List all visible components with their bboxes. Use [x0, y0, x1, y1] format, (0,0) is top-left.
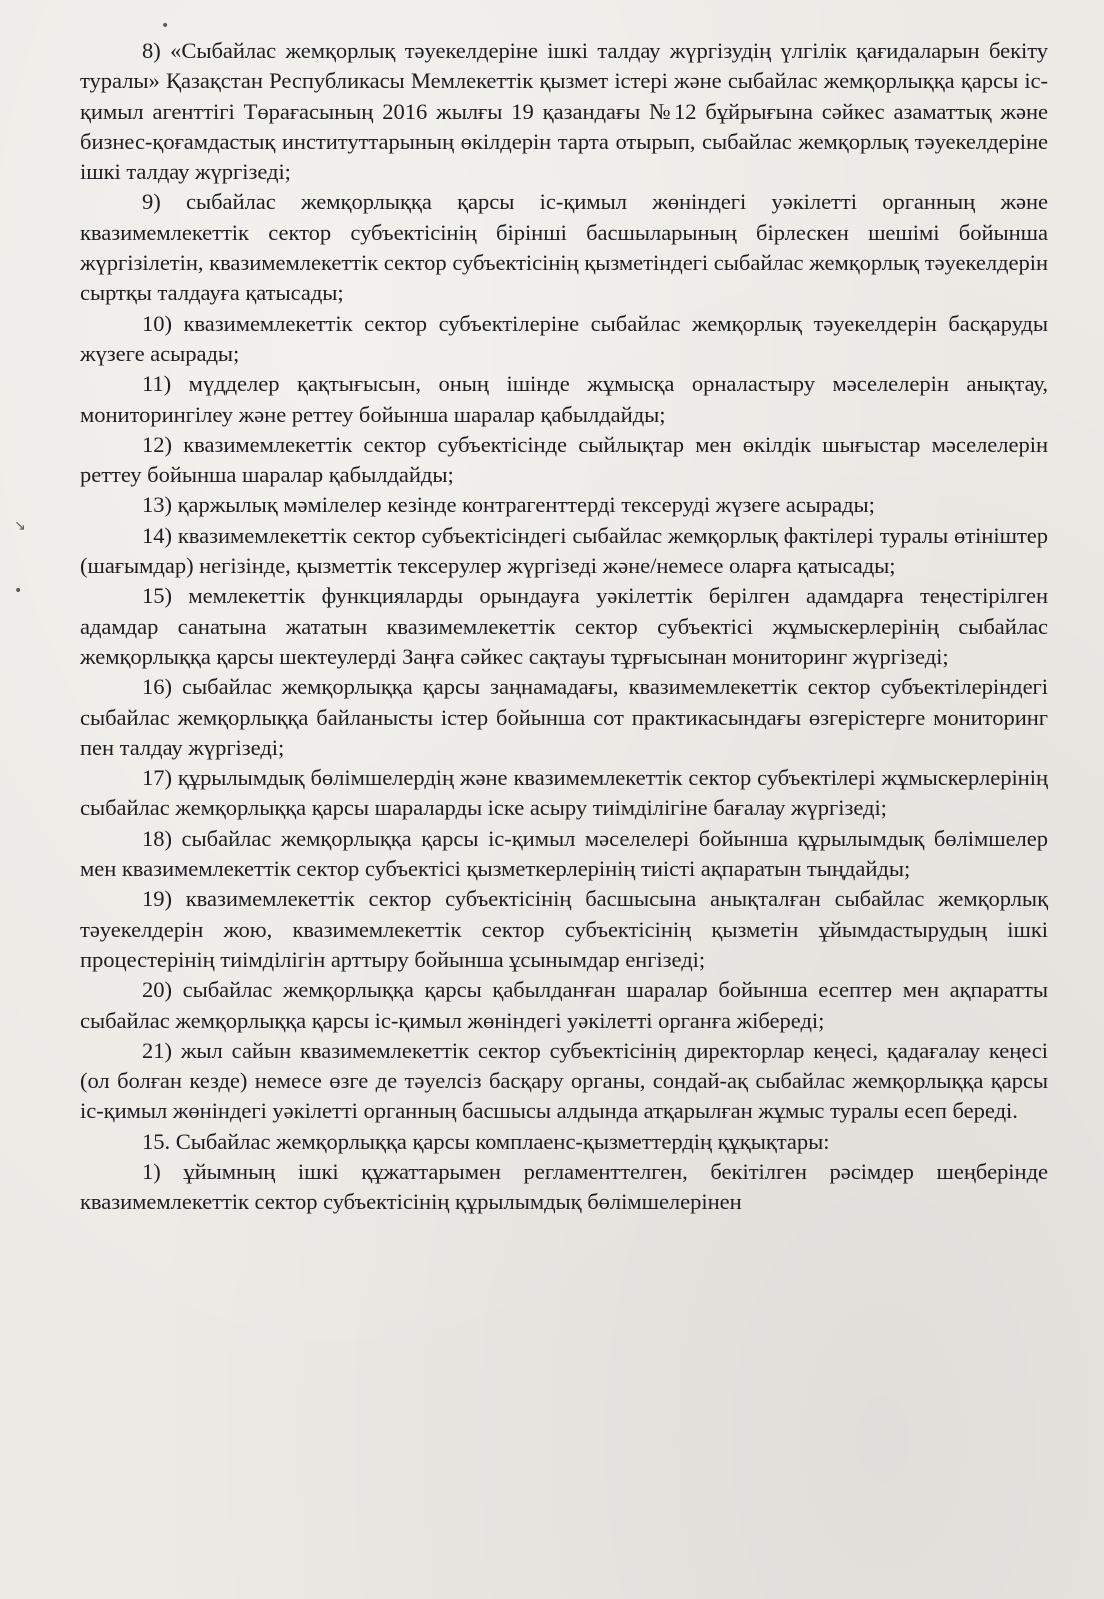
paragraph-20: 20) сыбайлас жемқорлыққа қарсы қабылданған шаралар бойынша есептер мен ақпаратты сыбайлас жемқорлыққа қарсы іс-қимыл жөніндегі уәкілетті органға жібереді; — [80, 977, 1048, 1033]
paragraph-8: 8) «Сыбайлас жемқорлық тәуекелдеріне ішкі талдау жүргізудің үлгілік қағидаларын бекіту туралы» Қазақстан Республикасы Мемлекеттік қызмет істері және сыбайлас жемқорлыққа қарсы іс-қимыл агенттігі Төрағасының 2016 жылғы 19 қазандағы №12 бұйрығына сәйкес азаматтық және бизнес-қоғамдастық институттарының өкілдерін тарта отырып, сыбайлас жемқорлық тәуекелдеріне ішкі талдау жүргізеді; — [80, 38, 1048, 185]
scan-speck-mark: • — [161, 18, 170, 34]
paragraph-9: 9) сыбайлас жемқорлыққа қарсы іс-қимыл жөніндегі уәкілетті органның және квазимемлекеттік сектор субъектісінің бірінші басшыларының бірлескен шешімі бойынша жүргізілетін, квазимемлекеттік сектор субъектісінің қызметіндегі сыбайлас жемқорлық тәуекелдерін сыртқы талдауға қатысады; — [80, 189, 1048, 306]
paragraph-14: 14) квазимемлекеттік сектор субъектісіндегі сыбайлас жемқорлық фактілері туралы өтініштер (шағымдар) негізінде, қызметтік тексерулер жүргізеді және/немесе оларға қатысады; — [80, 522, 1048, 579]
paragraph-12: 12) квазимемлекеттік сектор субъектісінде сыйлықтар мен өкілдік шығыстар мәселелерін реттеу бойынша шаралар қабылдайды; — [80, 431, 1048, 488]
paragraph-section-15-1: 1) ұйымның ішкі құжаттарымен регламенттелген, бекітілген рәсімдер шеңберінде квазимемлекеттік сектор субъектісінің құрылымдық бөлімшелерінен — [80, 1158, 1048, 1215]
paragraph-19: 19) квазимемлекеттік сектор субъектісінің басшысына анықталған сыбайлас жемқорлық тәуекелдерін жою, квазимемлекеттік сектор субъектісінің қызметін ұйымдастырудың ішкі процестерінің тиімділігін арттыру бойынша ұсынымдар енгізеді; — [80, 886, 1048, 972]
document-body — [80, 36, 1048, 1218]
paragraph-16: 16) сыбайлас жемқорлыққа қарсы заңнамадағы, квазимемлекеттік сектор субъектілеріндегі сыбайлас жемқорлыққа байланысты істер бойынша сот практикасындағы өзгерістерге мониторинг пен талдау жүргізеді; — [80, 674, 1048, 760]
paragraph-10: 10) квазимемлекеттік сектор субъектілеріне сыбайлас жемқорлық тәуекелдерін басқаруды жүзеге асырады; — [80, 310, 1048, 366]
section-15-heading: 15. Сыбайлас жемқорлыққа қарсы комплаенс-қызметтердің құқықтары: — [142, 1128, 830, 1154]
paragraph-13: 13) қаржылық мәмілелер кезінде контрагенттерді тексеруді жүзеге асырады; — [142, 492, 875, 518]
scan-margin-mark: ↘ — [14, 518, 26, 534]
paragraph-17: 17) құрылымдық бөлімшелердің және квазимемлекеттік сектор субъектілері жұмыскерлерінің сыбайлас жемқорлыққа қарсы шараларды іске асыру тиімділігіне бағалау жүргізеді; — [80, 765, 1048, 821]
paragraph-11: 11) мүдделер қақтығысын, оның ішінде жұмысқа орналастыру мәселелерін анықтау, мониторингілеу және реттеу бойынша шаралар қабылдайды; — [80, 371, 1048, 427]
paragraph-15: 15) мемлекеттік функцияларды орындауға уәкілеттік берілген адамдарға теңестірілген адамдар санатына жататын квазимемлекеттік сектор субъектісі жұмыскерлерінің сыбайлас жемқорлыққа қарсы шектеулерді Заңға сәйкес сақтауы тұрғысынан мониторинг жүргізеді; — [80, 583, 1048, 669]
paragraph-21: 21) жыл сайын квазимемлекеттік сектор субъектісінің директорлар кеңесі, қадағалау кеңесі (ол болған кезде) немесе өзге де тәуелсіз басқару органы, сондай-ақ сыбайлас жемқорлыққа қарсы іс-қимыл жөніндегі уәкілетті органның басшысы алдында атқарылған жұмыс туралы есеп береді. — [80, 1037, 1048, 1124]
scan-margin-mark: • — [14, 583, 23, 599]
paragraph-18: 18) сыбайлас жемқорлыққа қарсы іс-қимыл мәселелері бойынша құрылымдық бөлімшелер мен квазимемлекеттік сектор субъектісі қызметкерлерінің тиісті ақпаратын тыңдайды; — [80, 825, 1048, 882]
